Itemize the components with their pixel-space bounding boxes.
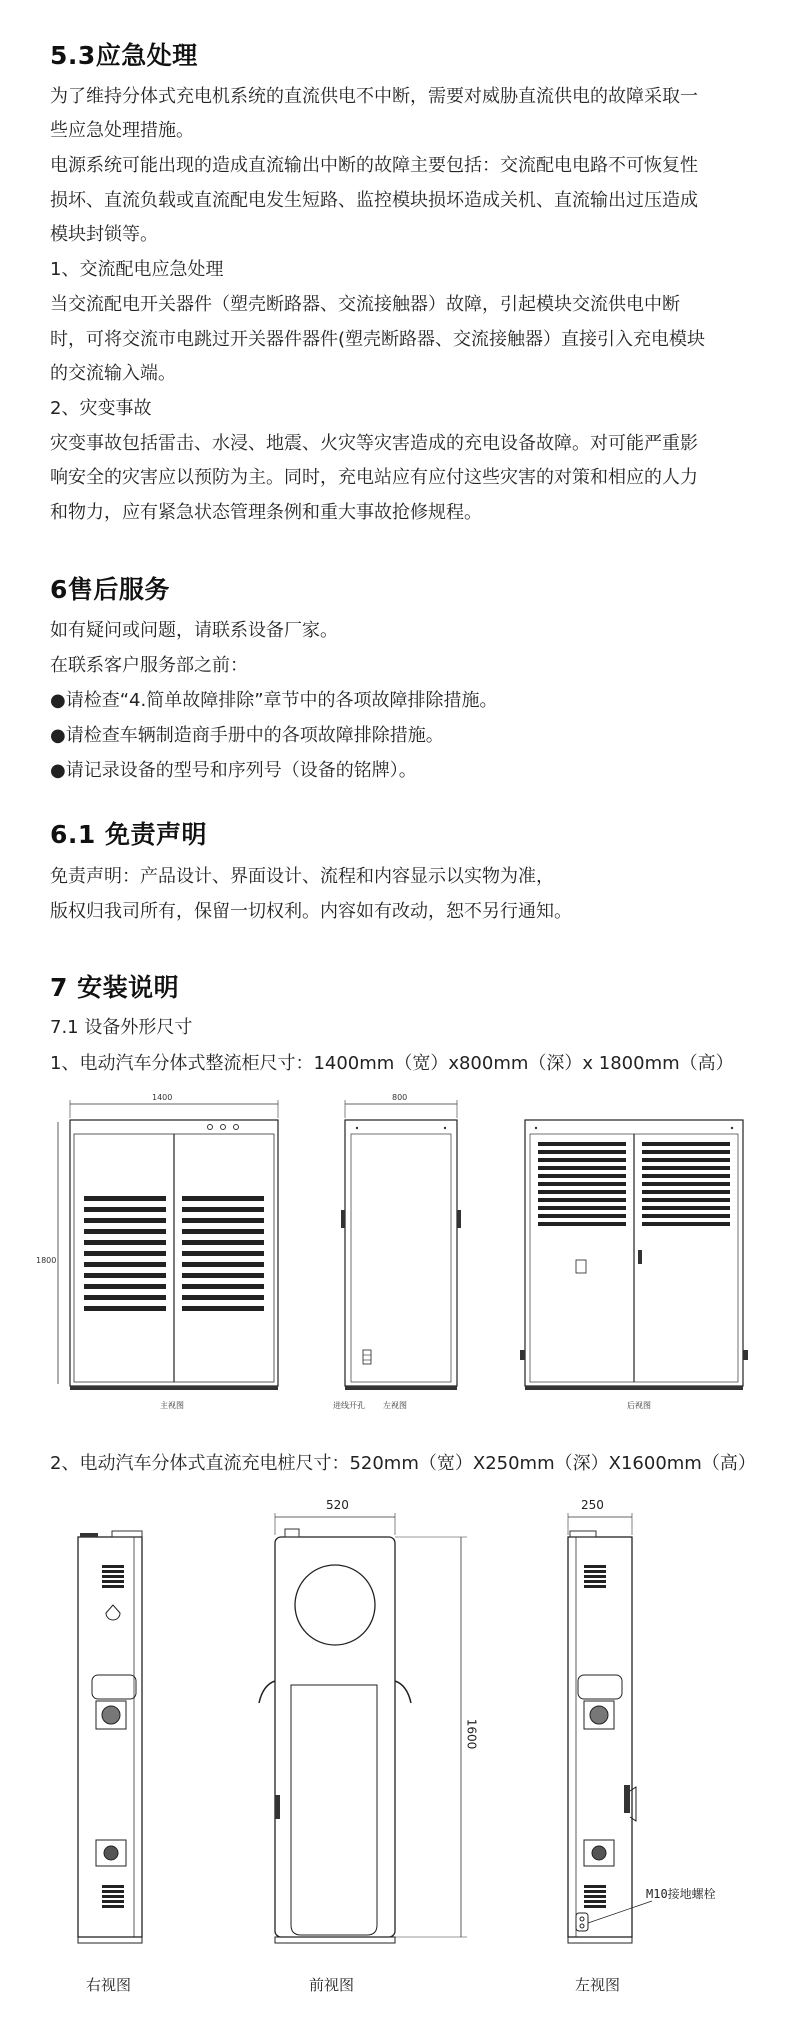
cabinet-back-caption: 后视图 xyxy=(627,1401,651,1410)
subheading-7-1: 7.1 设备外形尺寸 xyxy=(50,1017,193,1038)
cabinet-width-dim: 1400 xyxy=(152,1093,173,1102)
paragraph-line: 版权归我司所有，保留一切权利。内容如有改动，恕不另行通知。 xyxy=(50,901,572,922)
paragraph-line: 损坏、直流负载或直流配电发生短路、监控模块损坏造成关机、直流输出过压造成 xyxy=(50,190,698,211)
paragraph-line: 响安全的灾害应以预防为主。同时，充电站应有应付这些灾害的对策和相应的人力 xyxy=(50,467,698,488)
paragraph-line: 电源系统可能出现的造成直流输出中断的故障主要包括：交流配电电路不可恢复性 xyxy=(50,155,698,176)
cabinet-inlet-caption: 进线开孔 xyxy=(333,1401,365,1410)
cabinet-front-view xyxy=(50,1090,290,1420)
list-item: ●请记录设备的型号和序列号（设备的铭牌）。 xyxy=(50,760,417,781)
pile-right-view xyxy=(70,1495,180,1965)
cabinet-left-caption: 左视图 xyxy=(383,1401,407,1410)
paragraph-line: 当交流配电开关器件（塑壳断路器、交流接触器）故障，引起模块交流供电中断 xyxy=(50,294,680,315)
subheading: 2、灾变事故 xyxy=(50,398,152,419)
cabinet-size-line: 1、电动汽车分体式整流柜尺寸：1400mm（宽）x800mm（深）x 1800mm（高） xyxy=(50,1053,734,1074)
paragraph-line: 灾变事故包括雷击、水浸、地震、火灾等灾害造成的充电设备故障。对可能严重影 xyxy=(50,433,698,454)
section-title-7: 7 安装说明 xyxy=(50,973,180,1002)
section-title-5-3: 5.3应急处理 xyxy=(50,41,198,70)
subheading: 1、交流配电应急处理 xyxy=(50,259,224,280)
paragraph-line: 模块封锁等。 xyxy=(50,224,158,245)
pile-depth-dim: 250 xyxy=(581,1498,604,1512)
pile-front-caption: 前视图 xyxy=(309,1976,355,1994)
list-item: ●请检查车辆制造商手册中的各项故障排除措施。 xyxy=(50,725,444,746)
grounding-bolt-label: M10接地螺栓 xyxy=(646,1887,716,1901)
pile-right-caption: 右视图 xyxy=(86,1976,132,1994)
paragraph-line: 的交流输入端。 xyxy=(50,363,176,384)
cabinet-left-view xyxy=(335,1090,465,1420)
pile-height-dim: 1600 xyxy=(464,1718,479,1750)
paragraph-line: 免责声明：产品设计、界面设计、流程和内容显示以实物为准， xyxy=(50,866,554,887)
cabinet-back-view xyxy=(520,1090,750,1420)
paragraph-line: 为了维持分体式充电机系统的直流供电不中断，需要对威胁直流供电的故障采取一 xyxy=(50,86,698,107)
cabinet-drawings xyxy=(0,1090,791,1430)
paragraph-line: 时，可将交流市电跳过开关器件器件(塑壳断路器、交流接触器）直接引入充电模块 xyxy=(50,329,706,350)
paragraph-line: 些应急处理措施。 xyxy=(50,120,194,141)
section-title-6-1: 6.1 免责声明 xyxy=(50,820,207,849)
paragraph-line: 如有疑问或问题，请联系设备厂家。 xyxy=(50,620,338,641)
section-title-6: 6售后服务 xyxy=(50,575,170,604)
pile-drawings xyxy=(0,1495,791,2015)
pile-width-dim: 520 xyxy=(326,1498,349,1512)
cabinet-height-dim: 1800 xyxy=(36,1256,57,1265)
cabinet-main-caption: 主视图 xyxy=(160,1401,184,1410)
pile-size-line: 2、电动汽车分体式直流充电桩尺寸：520mm（宽）X250mm（深）X1600mm（高） xyxy=(50,1453,756,1474)
paragraph-line: 在联系客户服务部之前： xyxy=(50,655,248,676)
pile-left-caption: 左视图 xyxy=(575,1976,621,1994)
pile-front-view xyxy=(245,1495,495,1965)
paragraph-line: 和物力，应有紧急状态管理条例和重大事故抢修规程。 xyxy=(50,502,482,523)
list-item: ●请检查“4.简单故障排除”章节中的各项故障排除措施。 xyxy=(50,690,498,711)
cabinet-depth-dim: 800 xyxy=(392,1093,408,1102)
